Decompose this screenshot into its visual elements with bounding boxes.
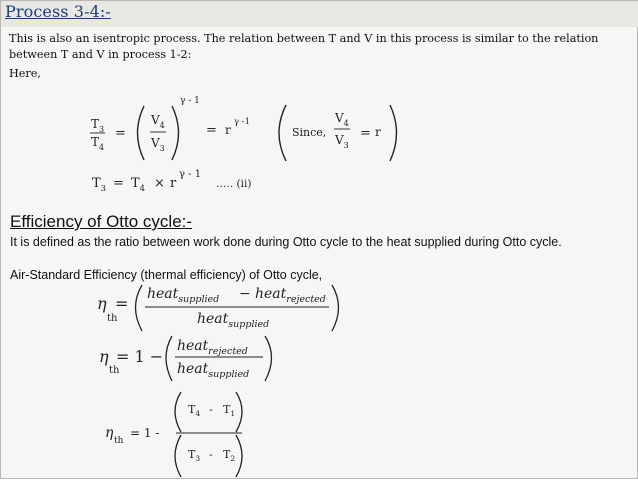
gamma-exponent: γ - 1 [180,96,200,106]
left-paren [166,336,172,381]
right-paren [236,435,242,477]
here-label: Here, [9,67,41,80]
equals-sign: = [360,126,371,141]
equation-ii [92,169,251,194]
r-symbol: r [225,123,231,137]
minus-sign: - [209,403,213,416]
equals-sign: = [206,123,217,138]
intro-paragraph: This is also an isentropic process. The relation between T and V in this process is similar to the relation between T and V in process 1-2: [9,32,599,61]
definition-paragraph: It is defined as the ratio between work done during Otto cycle to the heat supplied during Otto cycle. [10,235,562,249]
eta-subscript: th [109,365,120,376]
eta-symbol: η [105,425,114,441]
heat-supplied-denominator: heat$_{supplied}$ [197,311,270,330]
right-paren [236,392,242,432]
v4-numerator: $V_4$ [151,113,165,130]
section-heading: Efficiency of Otto cycle:- [10,212,193,231]
heat-supplied-term: heat$_{supplied}$ [147,286,220,305]
left-paren [175,435,181,477]
eta-symbol: η [97,294,107,313]
t4-term: $T_4$ [188,403,201,418]
times-sign: × [154,176,165,191]
equals-sign: = [113,176,124,191]
t4-term: $T_4$ [131,176,146,194]
equation-temperature-volume-ratio [90,96,397,161]
heat-rejected-term: heat$_{rejected}$ [255,286,326,305]
right-paren [265,336,272,381]
slide-title: Process 3-4:- [5,2,111,21]
t2-term: $T_2$ [223,448,236,463]
r-exponent: γ - 1 [179,169,202,180]
t4-denominator: $T_4$ [91,135,105,152]
left-paren [138,106,145,160]
efficiency-formula-3 [105,392,242,477]
eta-symbol: η [99,347,109,366]
efficiency-formula-1 [97,285,339,331]
t1-term: $T_1$ [223,403,236,418]
right-paren [390,105,397,161]
air-standard-efficiency-text: Air-Standard Efficiency (thermal efficiency) of Otto cycle, [10,268,323,282]
equation-tag: ….. (ii) [216,178,252,190]
minus-sign: − [239,286,251,302]
one-minus: = 1 - [130,426,160,440]
eta-subscript: th [107,313,118,324]
r-symbol: r [375,125,381,139]
v3-denominator: $V_3$ [151,136,165,153]
right-paren [172,106,179,160]
efficiency-formula-2 [99,336,272,381]
right-paren [332,285,339,331]
left-paren [279,105,286,161]
since-label: Since, [292,126,327,139]
t3-numerator: $T_3$ [91,117,105,134]
v3-denominator: $V_3$ [335,133,349,150]
one-minus: = 1 − [116,347,164,366]
eta-subscript: th [114,436,124,446]
r-symbol: r [170,176,177,191]
v4-numerator: $V_4$ [335,111,349,128]
r-exponent: γ -1 [234,117,251,127]
t3-term: $T_3$ [92,176,107,194]
left-paren [175,392,181,432]
equals-sign: = [115,126,126,141]
minus-sign: - [209,448,213,461]
heat-supplied-denominator: heat$_{supplied}$ [177,361,250,380]
left-paren [136,285,143,331]
equals-sign: = [115,294,129,313]
heat-rejected-numerator: heat$_{rejected}$ [177,338,248,357]
t3-term: $T_3$ [188,448,201,463]
